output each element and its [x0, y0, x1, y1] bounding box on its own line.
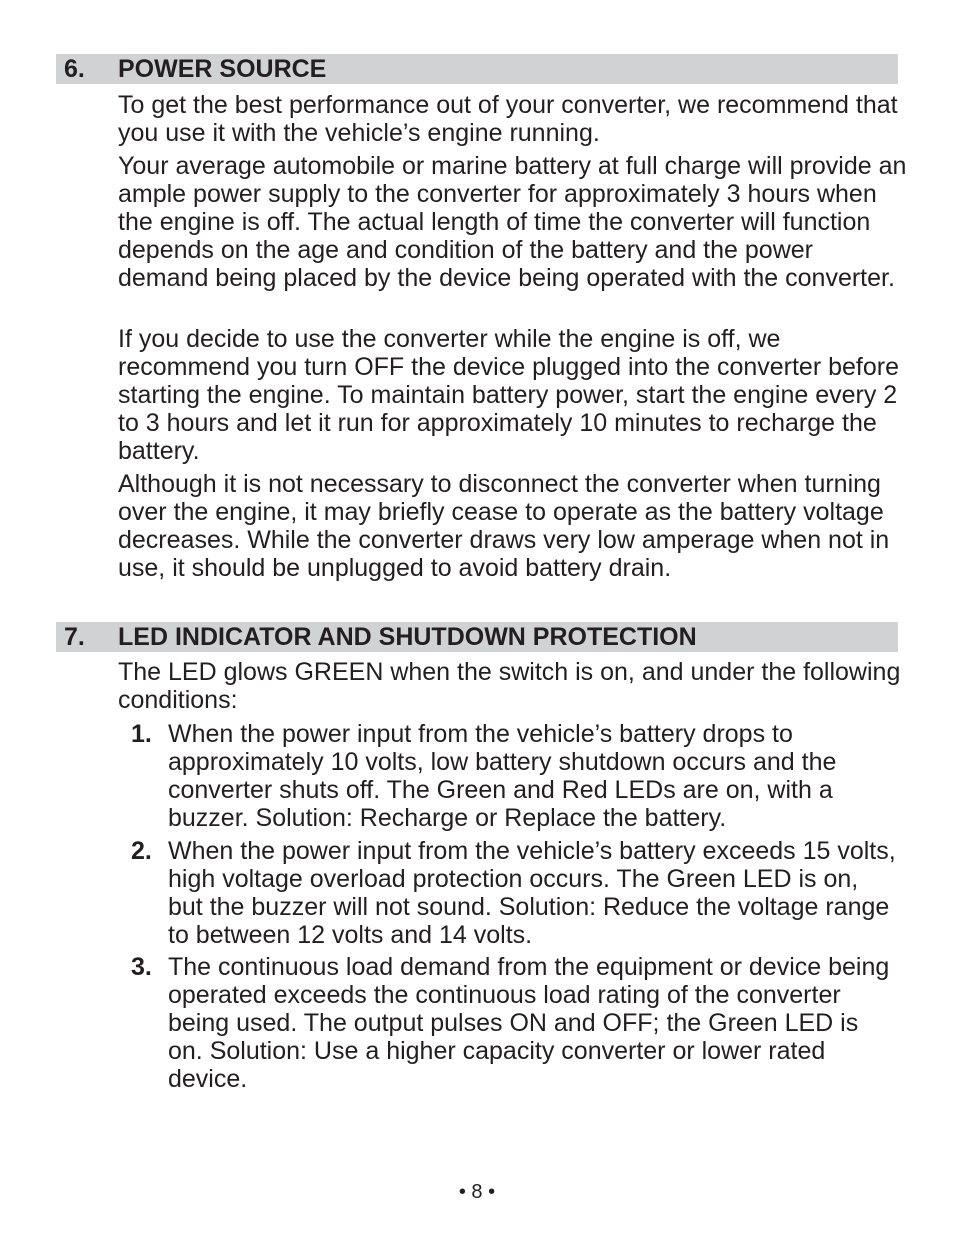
paragraph: Your average automobile or marine battery at full charge will provide an ample power supply to the converter for approximately 3 hours when the engine is off. The actual length of time the converter will function depends on the age and condition of the battery and the power demand being placed by the device being operated with the converter. — [118, 152, 907, 292]
section-header-led-indicator — [56, 622, 898, 652]
paragraph: Although it is not necessary to disconnect the converter when turning over the engine, it may briefly cease to operate as the battery voltage decreases. While the converter draws very low amperage when not in use, it should be unplugged to avoid battery drain. — [118, 470, 890, 582]
list-item-number: 3. — [131, 953, 152, 981]
section-number: 7. — [64, 623, 85, 651]
list-item-text: When the power input from the vehicle’s battery drops to approximately 10 volts, low battery shutdown occurs and the converter shuts off. The Green and Red LEDs are on, with a buzzer. Solution: Recharge or Replace the battery. — [168, 720, 837, 832]
list-item-text: The continuous load demand from the equipment or device being operated exceeds the continuous load rating of the converter being used. The output pulses ON and OFF; the Green LED is on. Solution: Use a higher capacity converter or lower rated device. — [168, 953, 890, 1093]
paragraph: If you decide to use the converter while the engine is off, we recommend you turn OFF the device plugged into the converter before starting the engine. To maintain battery power, start the engine every 2 to 3 hours and let it run for approximately 10 minutes to recharge the battery. — [118, 325, 899, 465]
list-item-text: When the power input from the vehicle’s battery exceeds 15 volts, high voltage overload protection occurs. The Green LED is on, but the buzzer will not sound. Solution: Reduce the voltage range to between 12 volts and 14 volts. — [168, 837, 896, 949]
section-title: POWER SOURCE — [118, 55, 327, 83]
list-item-number: 1. — [131, 720, 152, 748]
page-number: • 8 • — [458, 1181, 496, 1203]
section-intro: The LED glows GREEN when the switch is on, and under the following conditions: — [118, 658, 901, 714]
paragraph: To get the best performance out of your converter, we recommend that you use it with the vehicle’s engine running. — [118, 91, 898, 147]
section-header-power-source — [56, 54, 898, 84]
list-item-number: 2. — [131, 837, 152, 865]
section-title: LED INDICATOR AND SHUTDOWN PROTECTION — [118, 623, 697, 651]
section-number: 6. — [64, 55, 85, 83]
